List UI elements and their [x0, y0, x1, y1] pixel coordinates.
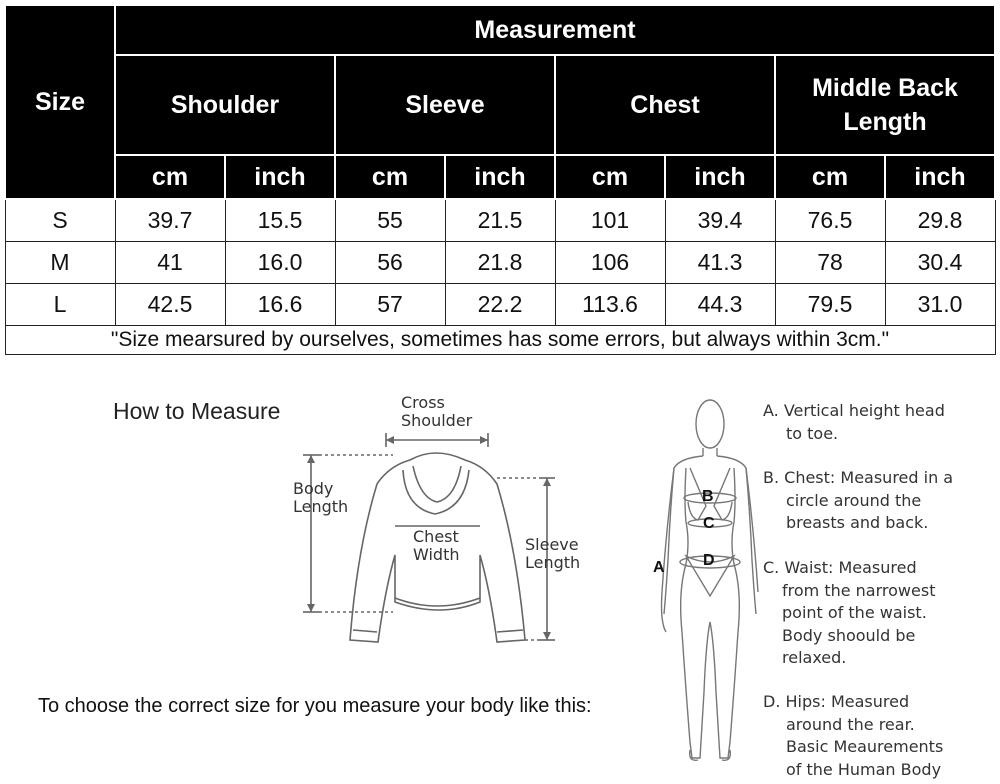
body-length-label-line2: Length [293, 497, 349, 516]
size-header: Size [5, 5, 115, 199]
group-header-middle-back-length: Middle Back Length [775, 55, 995, 155]
value-cell: 76.5 [775, 199, 885, 242]
value-cell: 79.5 [775, 284, 885, 326]
note-b: B. Chest: Measured in a circle around the breasts and back. [763, 468, 954, 532]
value-cell: 29.8 [885, 199, 995, 242]
unit-header: cm [115, 155, 225, 199]
note-d: D. Hips: Measured around the rear. Basic Meaurements of the Human Body [763, 692, 944, 779]
value-cell: 113.6 [555, 284, 665, 326]
size-cell: M [5, 242, 115, 284]
body-length-label-line1: Body [293, 479, 334, 498]
size-cell: S [5, 199, 115, 242]
unit-header: cm [555, 155, 665, 199]
table-row-l [5, 284, 995, 326]
value-cell: 15.5 [225, 199, 335, 242]
value-cell: 31.0 [885, 284, 995, 326]
group-header-chest: Chest [555, 55, 775, 155]
value-cell: 22.2 [445, 284, 555, 326]
value-cell: 55 [335, 199, 445, 242]
value-cell: 106 [555, 242, 665, 284]
figure-label-b: B [702, 488, 714, 505]
size-chart-table [4, 4, 996, 355]
value-cell: 41 [115, 242, 225, 284]
value-cell: 39.4 [665, 199, 775, 242]
unit-header: inch [885, 155, 995, 199]
sleeve-length-label-line2: Length [525, 553, 581, 572]
value-cell: 21.8 [445, 242, 555, 284]
note-a: A. Vertical height head to toe. [763, 401, 945, 443]
group-header-shoulder: Shoulder [115, 55, 335, 155]
how-to-measure-title: How to Measure [113, 398, 281, 424]
value-cell: 16.0 [225, 242, 335, 284]
unit-header: inch [445, 155, 555, 199]
value-cell: 16.6 [225, 284, 335, 326]
value-cell: 42.5 [115, 284, 225, 326]
value-cell: 41.3 [665, 242, 775, 284]
cross-shoulder-label-line2: Shoulder [401, 411, 473, 430]
sleeve-length-label-line1: Sleeve [525, 535, 579, 554]
note-c: C. Waist: Measured from the narrowest point of the waist. Body shoould be relaxed. [763, 558, 936, 667]
value-cell: 56 [335, 242, 445, 284]
value-cell: 39.7 [115, 199, 225, 242]
value-cell: 44.3 [665, 284, 775, 326]
value-cell: 101 [555, 199, 665, 242]
table-row-m [5, 242, 995, 284]
value-cell: 57 [335, 284, 445, 326]
unit-header: cm [335, 155, 445, 199]
measurement-note: "Size mearsured by ourselves, sometimes has some errors, but always within 3cm." [5, 326, 995, 355]
value-cell: 78 [775, 242, 885, 284]
figure-label-a: A [653, 559, 665, 576]
unit-header: inch [665, 155, 775, 199]
sweater-diagram [285, 390, 581, 650]
chest-width-label-line1: Chest [413, 527, 459, 546]
body-figure-diagram [640, 392, 760, 784]
value-cell: 21.5 [445, 199, 555, 242]
table-row-s [5, 199, 995, 242]
unit-header: inch [225, 155, 335, 199]
unit-header: cm [775, 155, 885, 199]
figure-label-d: D [703, 552, 715, 569]
group-header-sleeve: Sleeve [335, 55, 555, 155]
cross-shoulder-label-line1: Cross [401, 393, 445, 412]
size-cell: L [5, 284, 115, 326]
chest-width-label-line2: Width [413, 545, 460, 564]
figure-label-c: C [703, 515, 715, 532]
measurement-header: Measurement [115, 5, 995, 55]
value-cell: 30.4 [885, 242, 995, 284]
instruction-text: To choose the correct size for you measure your body like this: [38, 695, 592, 717]
